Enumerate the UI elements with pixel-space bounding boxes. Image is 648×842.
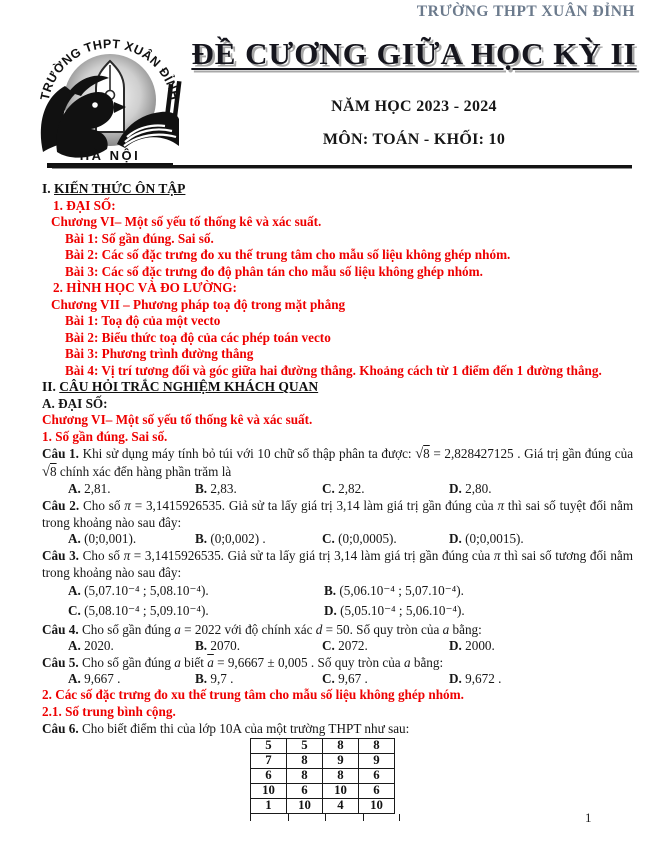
quiz-topic-2-1-line: 2.1. Số trung bình cộng. [42,703,176,719]
option-value: 2,82. [338,481,365,496]
question-5 [42,654,633,671]
option-value: 2,81. [84,481,111,496]
option-key: C. [322,481,335,496]
masthead [190,36,638,149]
quiz-topic-1-line: 1. Số gần đúng. Sai số. [42,428,168,444]
score-cell: 5 [251,739,287,754]
option-value: 9,667 . [84,671,121,686]
question-5-text-4: bằng: [413,655,444,670]
question-5-option-a [68,671,195,687]
question-4-equation-1: = 2022 [184,622,222,637]
section-2-title: CÂU HỎI TRẮC NGHIỆM KHÁCH QUAN [59,379,319,394]
question-5-option-c [322,671,449,687]
question-1-text-1: Khi sử dụng máy tính bỏ túi với 10 chữ số thập phân ta được: [82,446,412,461]
option-value: (5,06.10⁻⁴ ; 5,07.10⁻⁴). [339,583,464,598]
question-3 [42,547,633,581]
question-3-option-c [68,601,324,621]
question-4-option-a [68,638,195,654]
var-a: a [174,622,181,637]
question-2-label: Câu 2. [42,498,80,513]
pi-symbol: π [497,498,505,513]
outline-geometry-item-1: Bài 1: Toạ độ của một vecto [65,313,221,328]
question-5-text-1: Cho số gần đúng [81,655,171,670]
radical-icon: √ [42,464,50,480]
option-value: 2070. [210,638,241,653]
logo-city-label: HÀ NỘI [79,148,141,163]
school-logo [33,34,185,168]
question-3-text-1: Cho số [82,548,120,563]
sqrt-expression [415,446,430,461]
score-cell: 8 [323,769,359,784]
option-value: 2000. [465,638,495,653]
section-2-heading [42,379,633,396]
question-2-option-d [449,531,576,547]
score-cell: 8 [287,754,323,769]
var-a: a [174,655,181,670]
question-4-option-b [195,638,322,654]
question-2-equation: = 3,1415926535. [134,498,226,513]
question-1-label: Câu 1. [42,446,79,461]
radicand: 8 [423,446,430,461]
score-cell: 4 [323,799,359,814]
question-4-equation-2: = 50. [325,622,353,637]
question-1 [42,445,633,481]
document-body [42,181,633,821]
question-3-option-b [324,581,580,601]
option-key: A. [68,531,81,546]
pi-symbol: π [123,548,131,563]
score-cell: 10 [359,799,395,814]
pi-symbol: π [124,498,131,513]
outline-algebra-item-2: Bài 2: Các số đặc trưng đo xu thế trung tâm cho mẫu số liệu không ghép nhóm. [65,247,511,262]
question-2 [42,497,633,531]
option-key: A. [68,481,81,496]
option-key: A. [68,671,81,686]
option-value: 2,83. [210,481,237,496]
question-3-options-row-2 [42,601,633,621]
score-cell: 10 [251,784,287,799]
table-row [251,784,395,799]
score-cell: 10 [287,799,323,814]
question-2-text-1: Cho số [82,498,121,513]
option-value: (5,05.10⁻⁴ ; 5,06.10⁻⁴). [340,603,465,618]
option-value: (5,08.10⁻⁴ ; 5,09.10⁻⁴). [84,603,209,618]
option-key: B. [195,638,208,653]
question-4 [42,621,633,638]
question-3-equation: = 3,1415926535. [133,548,224,563]
section-1-number: I. [42,181,51,196]
question-1-option-a [68,481,195,497]
var-a-bar: $\overline{a}$ [207,655,214,670]
subject-line: MÔN: TOÁN - KHỐI: 10 [322,131,506,148]
var-d: d [315,622,323,637]
question-1-options [42,481,633,497]
question-2-option-a [68,531,195,547]
option-value: (0;0,002) . [210,531,266,546]
option-key: C. [68,603,81,618]
outline-algebra-heading: 1. ĐẠI SỐ: [53,197,116,213]
quiz-topic-2-line: 2. Các số đặc trưng đo xu thế trung tâm cho mẫu số liệu không ghép nhóm. [42,687,464,702]
question-1-text-3: chính xác đến hàng phần trăm là [59,464,232,479]
outline-geometry-heading: 2. HÌNH HỌC VÀ ĐO LƯỜNG: [53,280,237,295]
question-5-options [42,671,633,687]
option-value: (0;0,0005). [338,531,397,546]
option-key: B. [195,481,208,496]
question-4-option-c [322,638,449,654]
section-2-number: II. [42,379,56,394]
option-value: (0;0,001). [84,531,137,546]
question-1-option-c [322,481,449,497]
question-1-text-2: Giá trị gần đúng của [524,446,634,461]
var-a: a [442,622,450,637]
table-row [251,754,395,769]
outline-chapter7-line: Chương VII – Phương pháp toạ độ trong mặt phẳng [51,296,346,312]
question-4-text-2: với độ chính xác [224,622,313,637]
option-value: 2072. [338,638,368,653]
question-4-text-1: Cho số gần đúng [81,622,171,637]
option-key: B. [324,583,337,598]
question-1-equation: = 2,828427125 . [433,446,521,461]
option-key: C. [322,531,335,546]
table-row [251,799,395,814]
question-5-text-3: Số quy tròn của [317,655,401,670]
pi-symbol: π [493,548,501,563]
document-title: ĐỀ CƯƠNG GIỮA HỌC KỲ II [191,36,637,71]
school-logo-graphic [33,34,185,168]
question-2-option-c [322,531,449,547]
question-3-option-a [68,581,324,601]
option-value: 2,80. [465,481,492,496]
score-cell: 8 [359,739,395,754]
table-next-row-stub [250,814,400,821]
question-2-option-b [195,531,322,547]
score-cell: 6 [251,769,287,784]
question-2-text-2: Giả sử ta lấy giá trị 3,14 làm giá trị gần đúng của [228,498,494,513]
score-cell: 8 [287,769,323,784]
score-cell: 8 [323,739,359,754]
page-number: 1 [585,810,592,825]
option-key: D. [449,638,462,653]
question-4-option-d [449,638,576,654]
radical-icon: √ [415,446,424,462]
sqrt-expression [42,464,57,479]
question-1-option-d [449,481,576,497]
outline-geometry-item-3: Bài 3: Phương trình đường thẳng [65,346,254,361]
score-cell: 9 [323,754,359,769]
score-cell: 1 [251,799,287,814]
option-key: B. [195,671,208,686]
var-a: a [403,655,411,670]
question-2-options [42,531,633,547]
option-value: (5,07.10⁻⁴ ; 5,08.10⁻⁴). [84,583,209,598]
score-cell: 6 [287,784,323,799]
option-value: (0;0,0015). [465,531,524,546]
question-4-text-4: bằng: [452,622,482,637]
question-6 [42,720,633,737]
outline-geometry-item-4: Bài 4: Vị trí tương đối và góc giữa hai đường thẳng. Khoảng cách từ 1 điểm đến 1 đường thẳng. [65,362,602,378]
header-divider [52,165,632,169]
school-year-line: NĂM HỌC 2023 - 2024 [331,98,497,115]
outline-chapter6-line: Chương VI– Một số yếu tố thống kê và xác suất. [51,214,322,229]
question-4-label: Câu 4. [42,622,79,637]
score-cell: 10 [323,784,359,799]
question-6-text-1: Cho biết điểm thi của lớp 10A của một trường THPT như sau: [81,721,410,736]
question-3-option-d [324,601,580,621]
question-6-label: Câu 6. [42,721,79,736]
option-key: D. [449,531,462,546]
radicand: 8 [49,464,57,479]
question-3-options-row-1 [42,581,633,601]
question-3-text-3: thì sai số tương đối nằm trong khoảng nào sau đây: [42,548,634,580]
option-value: 9,7 . [210,671,234,686]
score-cell: 7 [251,754,287,769]
option-value: 9,672 . [465,671,502,686]
school-header: TRƯỜNG THPT XUÂN ĐỈNH [416,3,635,20]
option-value: 2020. [84,638,114,653]
question-5-label: Câu 5. [42,655,79,670]
option-key: D. [449,481,462,496]
logo-arc-text: TRƯỜNG THPT XUÂN ĐỈNH [37,36,183,102]
table-row [251,769,395,784]
question-3-text-2: Giả sử ta lấy giá trị 3,14 làm giá trị gần đúng của [227,548,491,563]
score-cell: 5 [287,739,323,754]
score-cell: 9 [359,754,395,769]
question-4-options [42,638,633,654]
outline-geometry-item-2: Bài 2: Biểu thức toạ độ của các phép toán vecto [65,329,331,345]
option-key: B. [195,531,208,546]
section-1-title: KIẾN THỨC ÔN TẬP [54,181,186,196]
option-key: A. [68,638,81,653]
question-4-text-3: Số quy tròn của [356,622,440,637]
option-key: D. [449,671,462,686]
question-2-text-3: thì sai số tuyệt đối nằm trong khoảng nào sau đây: [42,498,634,530]
option-key: A. [68,583,81,598]
question-1-option-b [195,481,322,497]
outline-algebra-item-1: Bài 1: Số gần đúng. Sai số. [65,230,214,246]
option-value: 9,67 . [338,671,368,686]
option-key: D. [324,603,337,618]
question-5-option-d [449,671,576,687]
question-5-equation: = 9,6667 ± 0,005 . [217,655,315,670]
score-cell: 6 [359,769,395,784]
option-key: C. [322,671,335,686]
outline-algebra-item-3: Bài 3: Các số đặc trưng đo độ phân tán cho mẫu số liệu không ghép nhóm. [65,263,483,279]
question-5-option-b [195,671,322,687]
table-row [251,739,395,754]
question-5-text-2: biết [184,655,204,670]
quiz-chapter-line: Chương VI– Một số yếu tố thống kê và xác suất. [42,412,313,427]
quiz-part-a-heading: A. ĐẠI SỐ: [42,395,108,411]
option-key: C. [322,638,335,653]
score-table [250,738,395,814]
question-3-label: Câu 3. [42,548,79,563]
score-cell: 6 [359,784,395,799]
section-1-heading [42,181,633,198]
